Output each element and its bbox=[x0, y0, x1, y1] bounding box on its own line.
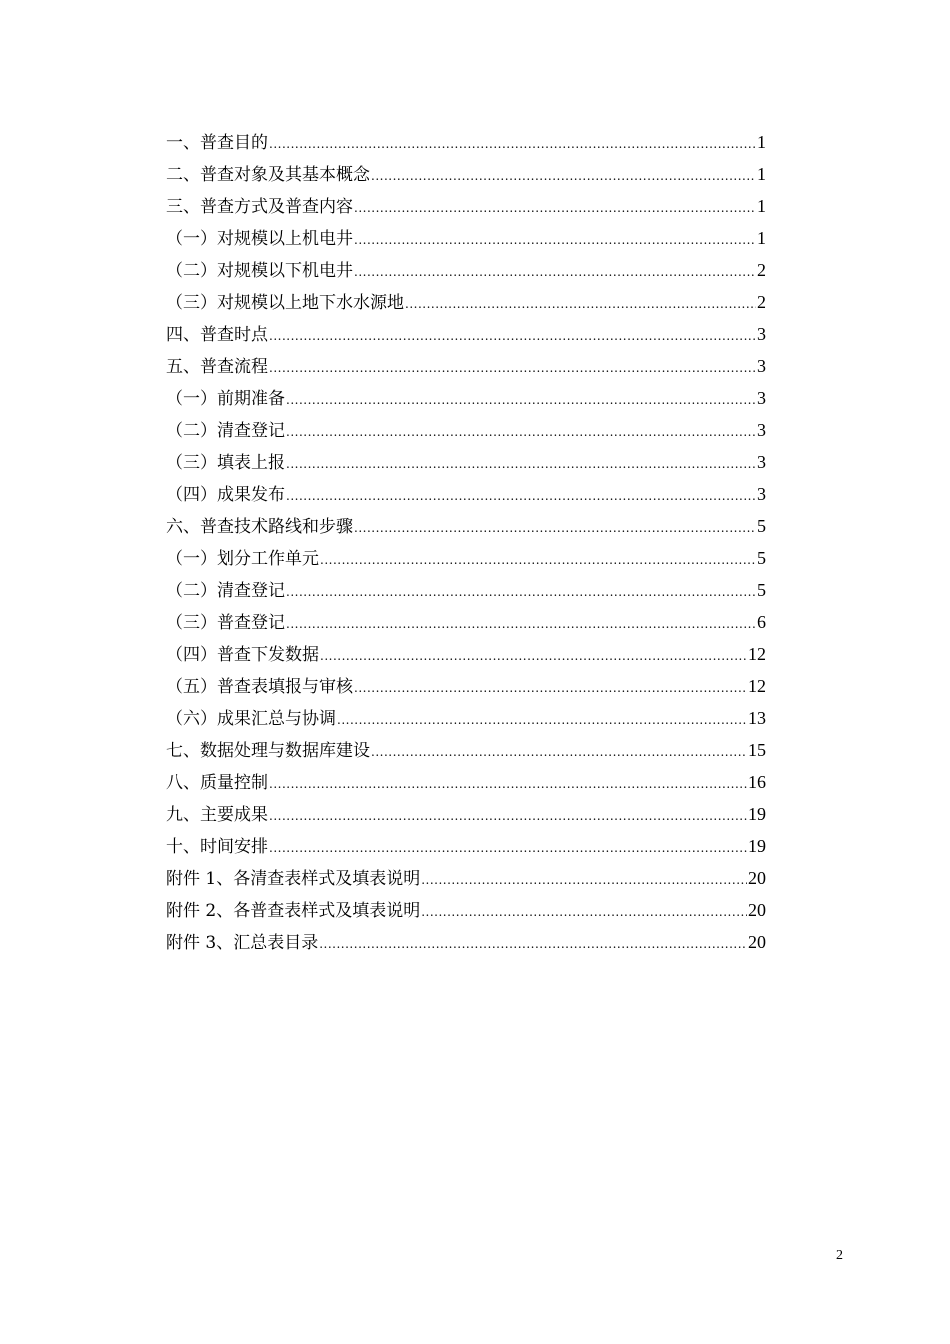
toc-entry-title: （一）对规模以上机电井 bbox=[166, 229, 353, 249]
toc-entry-page: 1 bbox=[757, 132, 766, 152]
toc-entry[interactable] bbox=[166, 606, 766, 638]
toc-entry[interactable] bbox=[166, 414, 766, 446]
toc-entry-page: 3 bbox=[757, 388, 766, 408]
toc-dot-leader bbox=[319, 928, 747, 960]
toc-dot-leader bbox=[269, 768, 747, 800]
toc-entry-title: 八、质量控制 bbox=[166, 773, 268, 793]
toc-entry-page: 19 bbox=[748, 836, 766, 856]
toc-entry-page: 3 bbox=[757, 356, 766, 376]
toc-dot-leader bbox=[286, 416, 756, 448]
toc-entry-page: 20 bbox=[748, 932, 766, 952]
toc-entry[interactable] bbox=[166, 286, 766, 318]
toc-dot-leader bbox=[371, 736, 747, 768]
toc-dot-leader bbox=[354, 256, 756, 288]
toc-dot-leader bbox=[320, 544, 756, 576]
toc-entry-page: 12 bbox=[748, 644, 766, 664]
toc-entry-page: 12 bbox=[748, 676, 766, 696]
toc-entry[interactable] bbox=[166, 670, 766, 702]
toc-entry-title: 七、数据处理与数据库建设 bbox=[166, 741, 370, 761]
toc-dot-leader bbox=[405, 288, 756, 320]
toc-dot-leader bbox=[286, 576, 756, 608]
toc-entry[interactable] bbox=[166, 702, 766, 734]
toc-entry[interactable] bbox=[166, 862, 766, 894]
toc-entry[interactable] bbox=[166, 190, 766, 222]
toc-entry-title: （三）普查登记 bbox=[166, 613, 285, 633]
toc-entry-title: （二）清查登记 bbox=[166, 421, 285, 441]
toc-entry-title: 二、普查对象及其基本概念 bbox=[166, 165, 370, 185]
toc-entry[interactable] bbox=[166, 446, 766, 478]
toc-entry-title: （四）成果发布 bbox=[166, 485, 285, 505]
toc-entry-page: 3 bbox=[757, 452, 766, 472]
toc-dot-leader bbox=[269, 128, 756, 160]
toc-entry-title: （三）对规模以上地下水水源地 bbox=[166, 293, 404, 313]
toc-dot-leader bbox=[337, 704, 747, 736]
toc-dot-leader bbox=[286, 608, 756, 640]
toc-entry[interactable] bbox=[166, 254, 766, 286]
toc-entry-page: 13 bbox=[748, 708, 766, 728]
toc-entry-page: 19 bbox=[748, 804, 766, 824]
toc-entry[interactable] bbox=[166, 382, 766, 414]
toc-dot-leader bbox=[269, 320, 756, 352]
toc-dot-leader bbox=[286, 448, 756, 480]
toc-entry-page: 1 bbox=[757, 196, 766, 216]
toc-dot-leader bbox=[269, 800, 747, 832]
toc-dot-leader bbox=[286, 384, 756, 416]
toc-entry[interactable] bbox=[166, 798, 766, 830]
toc-entry-title: 三、普查方式及普查内容 bbox=[166, 197, 353, 217]
toc-entry[interactable] bbox=[166, 542, 766, 574]
toc-entry-title: 附件 1、各清查表样式及填表说明 bbox=[166, 869, 421, 889]
toc-entry-page: 20 bbox=[748, 868, 766, 888]
page-number: 2 bbox=[836, 1248, 843, 1263]
toc-entry-title: 五、普查流程 bbox=[166, 357, 268, 377]
toc-entry-page: 5 bbox=[757, 580, 766, 600]
toc-entry-title: 十、时间安排 bbox=[166, 837, 268, 857]
toc-entry-title: （一）前期准备 bbox=[166, 389, 285, 409]
toc-entry-title: 一、普查目的 bbox=[166, 133, 268, 153]
toc-entry[interactable] bbox=[166, 158, 766, 190]
toc-entry-page: 1 bbox=[757, 228, 766, 248]
toc-dot-leader bbox=[371, 160, 756, 192]
toc-entry-page: 15 bbox=[748, 740, 766, 760]
toc-entry[interactable] bbox=[166, 638, 766, 670]
toc-entry[interactable] bbox=[166, 894, 766, 926]
toc-entry-title: 四、普查时点 bbox=[166, 325, 268, 345]
toc-entry-title: 附件 3、汇总表目录 bbox=[166, 933, 319, 953]
toc-dot-leader bbox=[286, 480, 756, 512]
toc-entry-title: 六、普查技术路线和步骤 bbox=[166, 517, 353, 537]
toc-entry-page: 20 bbox=[748, 900, 766, 920]
toc-dot-leader bbox=[354, 512, 756, 544]
toc-dot-leader bbox=[354, 224, 756, 256]
toc-entry-page: 2 bbox=[757, 292, 766, 312]
toc-dot-leader bbox=[269, 832, 747, 864]
toc-entry-page: 3 bbox=[757, 324, 766, 344]
toc-entry-page: 2 bbox=[757, 260, 766, 280]
table-of-contents bbox=[166, 126, 766, 958]
toc-entry-title: （四）普查下发数据 bbox=[166, 645, 319, 665]
toc-entry[interactable] bbox=[166, 926, 766, 958]
toc-entry-title: 附件 2、各普查表样式及填表说明 bbox=[166, 901, 421, 921]
toc-entry-title: （五）普查表填报与审核 bbox=[166, 677, 353, 697]
toc-dot-leader bbox=[320, 640, 747, 672]
toc-entry-title: （二）对规模以下机电井 bbox=[166, 261, 353, 281]
toc-entry[interactable] bbox=[166, 574, 766, 606]
toc-entry-title: （三）填表上报 bbox=[166, 453, 285, 473]
toc-dot-leader bbox=[421, 896, 747, 928]
toc-entry[interactable] bbox=[166, 510, 766, 542]
toc-entry-page: 5 bbox=[757, 548, 766, 568]
toc-dot-leader bbox=[354, 672, 747, 704]
toc-entry-title: （一）划分工作单元 bbox=[166, 549, 319, 569]
toc-entry-page: 3 bbox=[757, 420, 766, 440]
toc-entry[interactable] bbox=[166, 350, 766, 382]
toc-entry-page: 6 bbox=[757, 612, 766, 632]
toc-entry[interactable] bbox=[166, 830, 766, 862]
toc-entry[interactable] bbox=[166, 222, 766, 254]
toc-entry-page: 16 bbox=[748, 772, 766, 792]
toc-entry-page: 3 bbox=[757, 484, 766, 504]
toc-entry-page: 5 bbox=[757, 516, 766, 536]
toc-entry[interactable] bbox=[166, 318, 766, 350]
toc-entry-title: （二）清查登记 bbox=[166, 581, 285, 601]
toc-entry-title: 九、主要成果 bbox=[166, 805, 268, 825]
toc-entry-page: 1 bbox=[757, 164, 766, 184]
toc-dot-leader bbox=[354, 192, 756, 224]
toc-dot-leader bbox=[269, 352, 756, 384]
toc-entry[interactable] bbox=[166, 766, 766, 798]
toc-entry[interactable] bbox=[166, 478, 766, 510]
toc-entry[interactable] bbox=[166, 734, 766, 766]
toc-entry-title: （六）成果汇总与协调 bbox=[166, 709, 336, 729]
toc-entry[interactable] bbox=[166, 126, 766, 158]
toc-dot-leader bbox=[421, 864, 747, 896]
